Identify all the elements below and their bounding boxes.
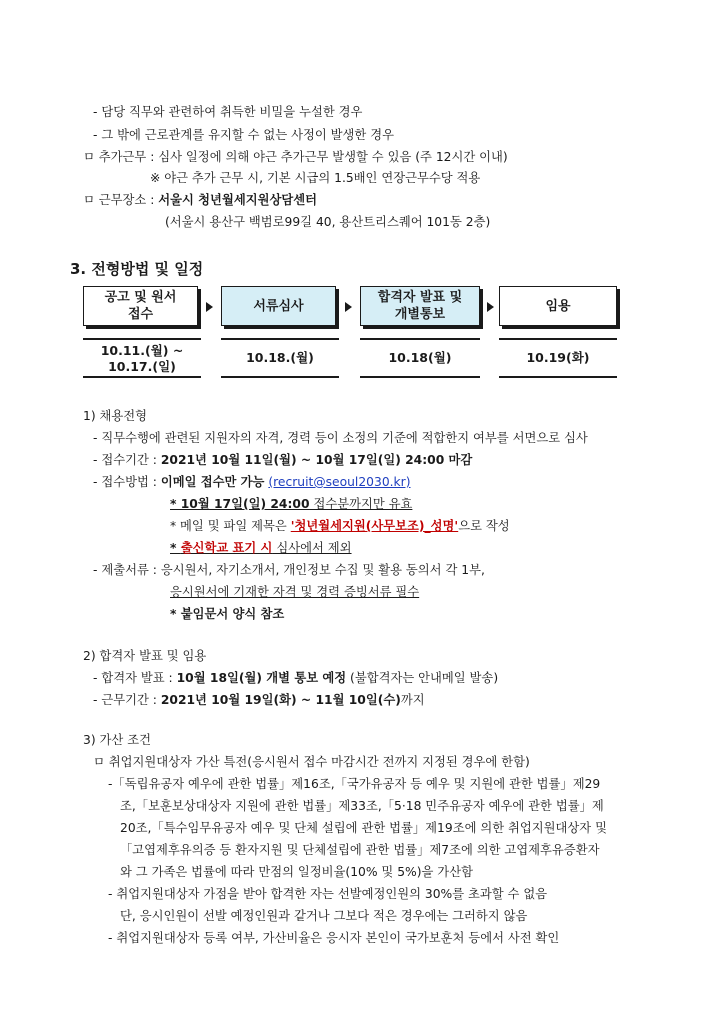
note-line: ※ 야근 추가 근무 시, 기본 시급의 1.5배인 연장근무수당 적용 [150,171,481,185]
divider [83,376,201,378]
step-box-announcement [360,286,480,326]
period-label: - 접수기간 : [93,453,161,467]
title-note-pre: * 메일 및 파일 제목은 [170,519,291,533]
arrow-right-icon [206,302,213,312]
email-link[interactable]: (recruit@seoul2030.kr) [268,475,411,489]
title-note [170,516,510,534]
text-line: * 붙임문서 양식 참조 [170,607,285,621]
step-label-line1: 서류심사 [253,298,304,314]
step-date-line1: 10.11.(월) ~ [100,343,184,358]
term-value: 2021년 10월 19일(화) ~ 11월 10일(수) [160,693,401,707]
deadline-rest: 접수분까지만 유효 [309,497,413,511]
announce-label: - 합격자 발표 : [93,671,177,685]
term-line [93,690,425,708]
step-date: 10.18(월) [388,350,452,365]
divider [83,338,201,340]
step-label-line1: 합격자 발표 및 [377,290,463,305]
section-title: 3. 전형방법 및 일정 [70,260,204,278]
step-box-application [83,286,198,326]
text-line: - 그 밖에 근로관계를 유지할 수 없는 사정이 발생한 경우 [93,128,394,142]
workplace-address: (서울시 용산구 백범로99길 40, 용산트리스퀘어 101동 2층) [165,215,491,229]
arrow-right-icon [345,302,352,312]
school-note-red: 출신학교 표기 시 [180,541,273,555]
period-line [93,450,472,468]
text-line: -「독립유공자 예우에 관한 법률」제16조,「국가유공자 등 예우 및 지원에 관한 법률」제29 [108,777,601,791]
method-line [93,472,411,490]
announce-line [93,668,498,686]
subsection-title: 2) 합격자 발표 및 임용 [83,649,207,663]
arrow-right-icon [487,302,494,312]
school-note [170,538,352,556]
text-line: 단, 응시인원이 선발 예정인원과 같거나 그보다 적은 경우에는 그러하지 않음 [120,909,528,923]
announce-note: (불합격자는 안내메일 발송) [346,671,499,685]
step-label-line1: 임용 [545,298,571,314]
divider [360,338,480,340]
text-line: ㅁ 추가근무 : 심사 일정에 의해 야근 추가근무 발생할 수 있음 (주 12시간 이내) [83,150,508,164]
text-line: - 취업지원대상자 등록 여부, 가산비율은 응시자 본인이 국가보훈처 등에서 사전 확인 [108,931,560,945]
text-line: 와 그 가족은 법률에 따라 만점의 일정비율(10% 및 5%)을 가산함 [120,865,473,879]
text-line: 응시원서에 기재한 자격 및 경력 증빙서류 필수 [170,585,420,599]
text-line: - 제출서류 : 응시원서, 자기소개서, 개인정보 수집 및 활용 동의서 각 1부, [93,563,485,577]
step-label-line1: 공고 및 원서 [104,290,177,305]
step-date: 10.18.(월) [246,350,314,365]
method-value: 이메일 접수만 가능 [160,475,265,489]
announce-value: 10월 18일(월) 개별 통보 예정 [176,671,347,685]
text-line: 조,「보훈보상대상자 지원에 관한 법률」제33조,「5·18 민주유공자 예우에 관한 법률」제 [120,799,604,813]
divider [499,338,617,340]
text-line: - 직무수행에 관련된 지원자의 자격, 경력 등이 소정의 기준에 적합한지 여부를 서면으로 심사 [93,431,588,445]
title-note-post: 으로 작성 [458,519,510,533]
subsection-title: 3) 가산 조건 [83,733,151,747]
subsection-title: 1) 채용전형 [83,409,148,423]
term-suffix: 까지 [400,693,425,707]
period-value: 2021년 10월 11일(월) ~ 10월 17일(일) 24:00 마감 [160,453,473,467]
workplace-line [83,190,317,208]
deadline-bold: * 10월 17일(일) 24:00 [170,497,310,511]
method-label: - 접수방법 : [93,475,161,489]
step-box-document-review [221,286,336,326]
school-note-post: 심사에서 제외 [272,541,352,555]
text-line: - 취업지원대상자 가점을 받아 합격한 자는 선발예정인원의 30%를 초과할 수 없음 [108,887,548,901]
divider [360,376,480,378]
step-date [83,343,201,375]
step-label-line2: 개별통보 [394,307,446,322]
step-box-appointment [499,286,617,326]
divider [499,376,617,378]
school-note-pre: * [170,541,181,555]
divider [221,376,339,378]
workplace-name: 서울시 청년월세지원상담센터 [158,193,317,207]
text-line: 「고엽제후유의증 등 환자지원 및 단체설립에 관한 법률」제7조에 의한 고엽제후유증환자 [120,843,600,857]
workplace-label: ㅁ 근무장소 : [83,193,159,207]
title-format: '청년월세지원(사무보조)_성명' [290,519,459,533]
step-date-line2: 10.17.(일) [108,359,176,374]
term-label: - 근무기간 : [93,693,161,707]
text-line: ㅁ 취업지원대상자 가산 특전(응시원서 접수 마감시간 전까지 지정된 경우에 한함) [93,755,530,769]
text-line: 20조,「특수임무유공자 예우 및 단체 설립에 관한 법률」제19조에 의한 취업지원대상자 및 [120,821,607,835]
divider [221,338,339,340]
text-line: - 담당 직무와 관련하여 취득한 비밀을 누설한 경우 [93,105,363,119]
step-date: 10.19(화) [526,350,590,365]
step-label-line2: 접수 [127,307,154,322]
deadline-note [170,494,412,512]
